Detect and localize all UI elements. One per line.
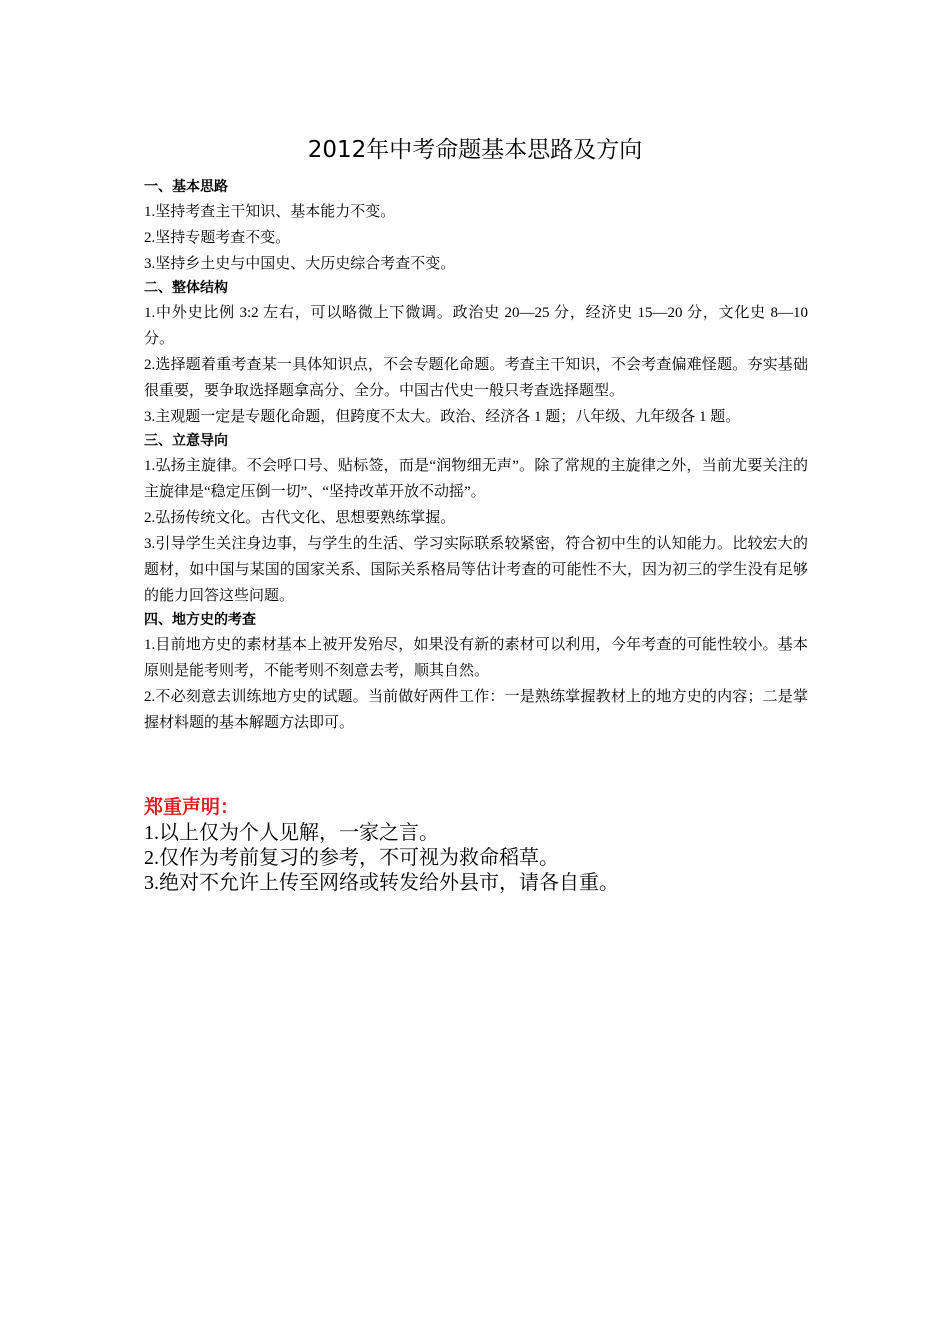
section-item: 2.坚持专题考查不变。 bbox=[144, 230, 291, 246]
disclaimer-line: 1.以上仅为个人见解，一家之言。 bbox=[144, 822, 439, 844]
disclaimer-block bbox=[144, 794, 824, 896]
section-overall-structure bbox=[144, 277, 808, 430]
section-item: 1.中外史比例 3:2 左右，可以略微上下微调。政治史 20—25 分，经济史 15—20 分，文化史 8—10 分。 bbox=[144, 305, 808, 347]
section-item: 1.目前地方史的素材基本上被开发殆尽，如果没有新的素材可以利用，今年考查的可能性较小。基本原则是能考则考，不能考则不刻意去考，顺其自然。 bbox=[144, 637, 808, 679]
section-item: 2.不必刻意去训练地方史的试题。当前做好两件工作：一是熟练掌握教材上的地方史的内容；二是掌握材料题的基本解题方法即可。 bbox=[144, 689, 808, 731]
section-item: 1.坚持考查主干知识、基本能力不变。 bbox=[144, 204, 396, 220]
section-basic-approach bbox=[144, 176, 808, 277]
section-item: 3.主观题一定是专题化命题，但跨度不太大。政治、经济各 1 题；八年级、九年级各 1 题。 bbox=[144, 409, 741, 425]
section-orientation bbox=[144, 430, 808, 609]
disclaimer-line: 3.绝对不允许上传至网络或转发给外县市，请各自重。 bbox=[144, 872, 619, 894]
section-local-history bbox=[144, 609, 808, 736]
document-title: 2012年中考命题基本思路及方向 bbox=[307, 137, 643, 163]
section-item: 1.弘扬主旋律。不会呼口号、贴标签，而是“润物细无声”。除了常规的主旋律之外，当前尤要关注的主旋律是“稳定压倒一切”、“坚持改革开放不动摇”。 bbox=[144, 458, 808, 500]
section-heading: 一、基本思路 bbox=[144, 179, 228, 195]
disclaimer-line: 2.仅作为考前复习的参考，不可视为救命稻草。 bbox=[144, 847, 559, 869]
section-heading: 二、整体结构 bbox=[144, 280, 228, 296]
disclaimer-heading: 郑重声明： bbox=[144, 796, 240, 818]
section-item: 3.坚持乡土史与中国史、大历史综合考查不变。 bbox=[144, 256, 456, 272]
section-heading: 四、地方史的考查 bbox=[144, 612, 256, 628]
section-item: 2.弘扬传统文化。古代文化、思想要熟练掌握。 bbox=[144, 510, 456, 526]
section-heading: 三、立意导向 bbox=[144, 433, 228, 449]
section-item: 2.选择题着重考查某一具体知识点，不会专题化命题。考查主干知识，不会考查偏难怪题。夯实基础很重要，要争取选择题拿高分、全分。中国古代史一般只考查选择题型。 bbox=[144, 357, 808, 399]
document-body bbox=[144, 176, 808, 736]
section-item: 3.引导学生关注身边事，与学生的生活、学习实际联系较紧密，符合初中生的认知能力。比较宏大的题材，如中国与某国的国家关系、国际关系格局等估计考查的可能性不大，因为初三的学生没有足够的能力回答这些问题。 bbox=[144, 536, 808, 604]
